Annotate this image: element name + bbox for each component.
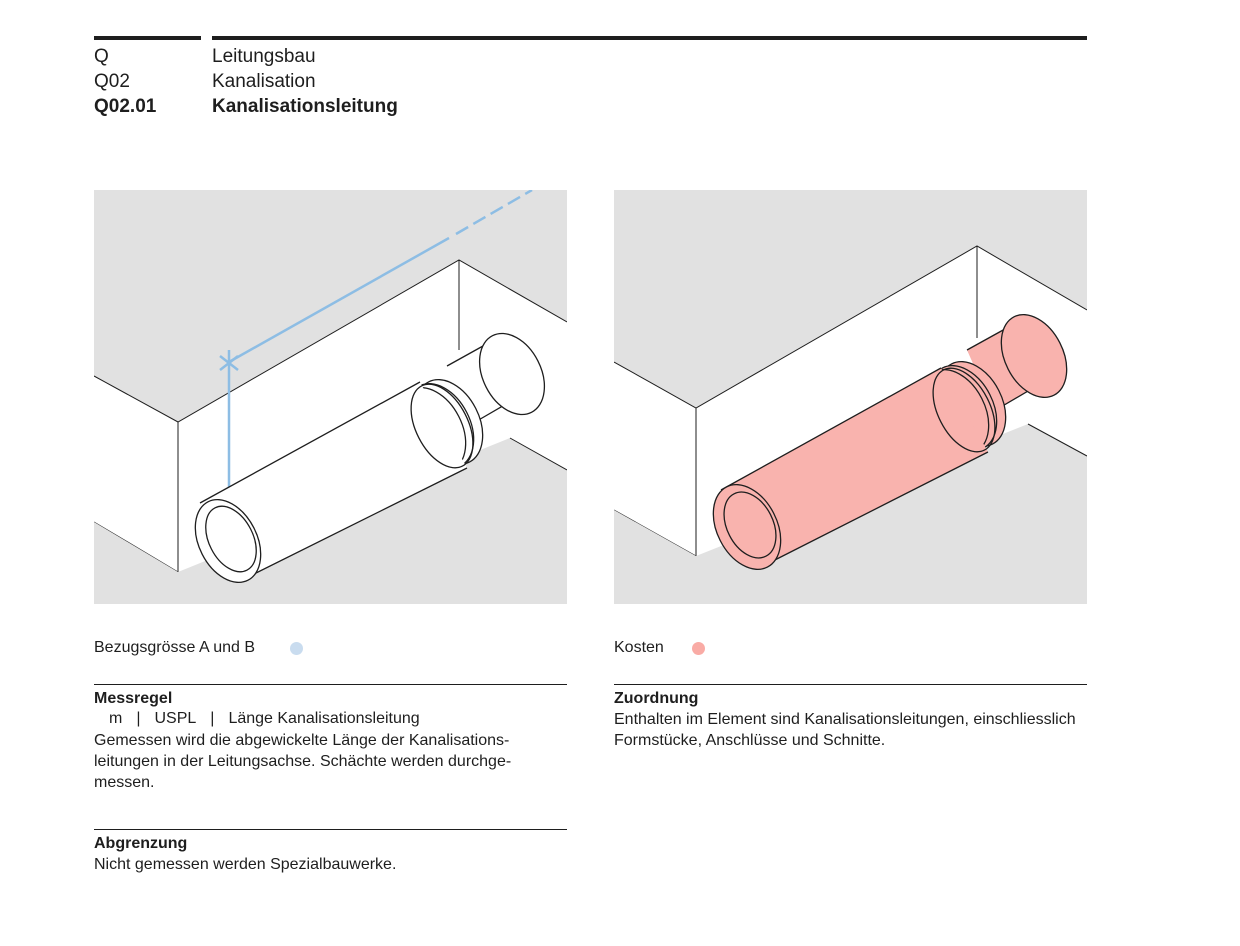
unit-type: USPL — [154, 710, 197, 727]
header-code-level1: Q — [94, 46, 109, 67]
cost-illustration — [614, 190, 1087, 604]
legend-dot-blue — [290, 642, 303, 655]
header-rule-code — [94, 36, 201, 40]
divider-zuordnung — [614, 684, 1087, 685]
unit-value: m — [109, 710, 123, 727]
header-title-level2: Kanalisation — [212, 71, 316, 92]
divider-abgrenzung — [94, 829, 567, 830]
abgrenzung-title: Abgrenzung — [94, 835, 188, 852]
legend-dot-red — [692, 642, 705, 655]
header-title-level1: Leitungsbau — [212, 46, 316, 67]
separator: | — [210, 710, 215, 727]
divider-messregel — [94, 684, 567, 685]
header-code-level2: Q02 — [94, 71, 130, 92]
legend-costs: Kosten — [614, 639, 664, 656]
header-rule-title — [212, 36, 1087, 40]
header-code-level3: Q02.01 — [94, 96, 157, 117]
page-title: Kanalisationsleitung — [212, 96, 398, 117]
separator: | — [136, 710, 141, 727]
measurement-axis-dashed — [456, 190, 532, 234]
messregel-text: Gemessen wird die abgewickelte Länge der Kanalisations-leitungen in der Leitungsachse. Schächte werden durchge-messen. — [94, 732, 512, 791]
measurement-illustration — [94, 190, 567, 604]
zuordnung-text: Enthalten im Element sind Kanalisationsleitungen, einschliesslich Formstücke, Anschlüsse und Schnitte. — [614, 711, 1076, 749]
messregel-unit-line — [109, 709, 420, 729]
quantity-label: Länge Kanalisationsleitung — [228, 710, 420, 727]
messregel-title: Messregel — [94, 690, 173, 707]
zuordnung-title: Zuordnung — [614, 690, 699, 707]
legend-reference-quantity: Bezugsgrösse A und B — [94, 639, 255, 656]
abgrenzung-text: Nicht gemessen werden Spezialbauwerke. — [94, 856, 397, 873]
